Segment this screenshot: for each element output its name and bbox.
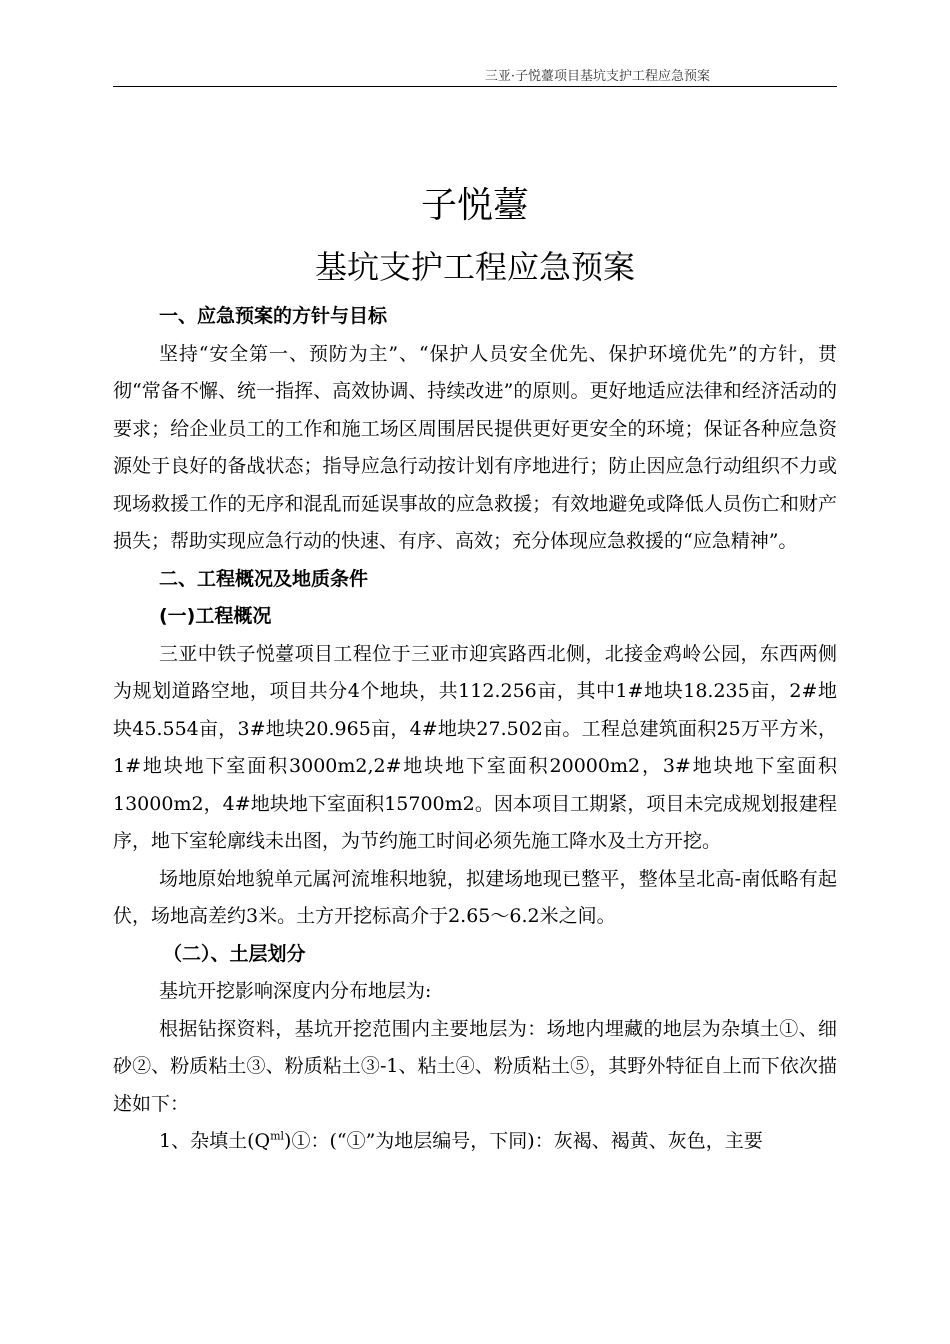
document-title: 子悦薹	[420, 185, 529, 226]
fill-soil-superscript: ml	[270, 1129, 285, 1143]
paragraph-overview: 三亚中铁子悦薹项目工程位于三亚市迎宾路西北侧，北接金鸡岭公园，东西两侧为规划道路空地，项目共分4个地块，共112.256亩，其中1#地块18.235亩，2#地块45.554亩，3#地块20.965亩，4#地块27.502亩。工程总建筑面积25万平方米， 1#地块地下室面积3000m2,2#地块地下室面积20000m2，3#地块地下室面积13000m2，4#地块地下室面积15700m2。因本项目工期紧，项目未完成规划报建程序，地下室轮廓线未出图，为节约施工时间必须先施工降水及土方开挖。	[113, 642, 837, 852]
page-header	[113, 62, 837, 87]
paragraph-fill-soil	[113, 1123, 837, 1161]
fill-soil-text-b: )①：(“①”为地层编号，下同)：灰褐、褐黄、灰色，主要	[284, 1130, 763, 1152]
subsection-heading-soil: （二）、土层划分	[163, 942, 306, 965]
section-heading-2: 二、工程概况及地质条件	[159, 567, 369, 590]
section-heading-1: 一、应急预案的方针与目标	[159, 305, 388, 327]
document-body	[113, 298, 837, 1161]
paragraph-strata-intro: 基坑开挖影响深度内分布地层为:	[159, 980, 432, 1002]
paragraph-strata: 根据钻探资料，基坑开挖范围内主要地层为：场地内埋藏的地层为杂填土①、细砂②、粉质粘土③、粉质粘土③-1、粘土④、粉质粘土⑤，其野外特征自上而下依次描述如下：	[113, 1017, 837, 1115]
header-text: 三亚·子悦薹项目基坑支护工程应急预案	[484, 69, 710, 84]
fill-soil-text-a: 1、杂填土(Q	[159, 1130, 271, 1152]
subsection-heading-overview: (一)工程概况	[159, 605, 272, 627]
document-subtitle: 基坑支护工程应急预案	[314, 248, 635, 286]
paragraph-terrain: 场地原始地貌单元属河流堆积地貌，拟建场地现已整平，整体呈北高-南低略有起伏，场地高差约3米。土方开挖标高介于2.65～6.2米之间。	[113, 867, 837, 927]
paragraph-policy: 坚持“安全第一、预防为主”、“保护人员安全优先、保护环境优先”的方针，贯彻“常备不懈、统一指挥、高效协调、持续改进”的原则。更好地适应法律和经济活动的要求；给企业员工的工作和施工场区周围居民提供更好更安全的环境；保证各种应急资源处于良好的备战状态；指导应急行动按计划有序地进行；防止因应急行动组织不力或现场救援工作的无序和混乱而延误事故的应急救援；有效地避免或降低人员伤亡和财产损失；帮助实现应急行动的快速、有序、高效；充分体现应急救援的“应急精神”。	[113, 342, 837, 552]
